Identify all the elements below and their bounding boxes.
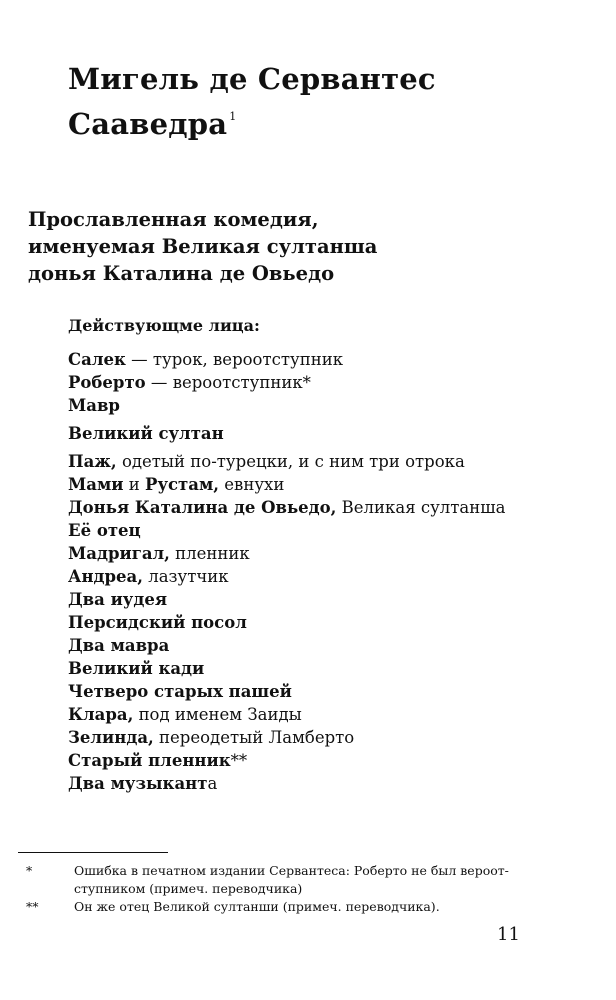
page-number: 11: [497, 924, 520, 945]
cast-item: Андреа, лазутчик: [68, 567, 229, 586]
cast-item: Два мавра: [68, 636, 170, 655]
cast-item: Мами и Рустам, евнухи: [68, 475, 285, 494]
play-title-line-2: именуемая Великая султанша: [28, 235, 378, 258]
author-name: [68, 60, 436, 143]
play-title-line-3: донья Каталина де Овьедо: [28, 262, 335, 285]
cast-item: Великий султан: [68, 424, 224, 443]
footnote-text: Ошибка в печатном издании Сервантеса: Роберто не был вероот- ступником (примеч. переводчика): [74, 863, 509, 896]
cast-item: Два музыканта: [68, 774, 218, 793]
cast-item: Роберто — вероотступник*: [68, 373, 311, 392]
cast-item: Два иудея: [68, 590, 168, 609]
cast-item: Донья Каталина де Овьедо, Великая султанша: [68, 498, 506, 517]
footnote-divider: [18, 852, 168, 853]
footnote-text: Он же отец Великой султанши (примеч. переводчика).: [74, 899, 440, 914]
play-title-line-1: Прославленная комедия,: [28, 208, 319, 231]
cast-list: [68, 348, 598, 795]
cast-item: Паж, одетый по-турецки, и с ним три отрока: [68, 452, 465, 471]
footnote-mark: *: [26, 863, 33, 878]
cast-item: Салек — турок, вероотступник: [68, 350, 344, 369]
cast-item: Клара, под именем Заиды: [68, 705, 302, 724]
cast-item: Мавр: [68, 396, 120, 415]
footnotes: [26, 862, 546, 916]
cast-heading: Действующме лица:: [68, 316, 260, 335]
cast-item: Четверо старых пашей: [68, 682, 292, 701]
author-surname: Сааведра: [68, 107, 228, 141]
cast-item: Старый пленник**: [68, 751, 248, 770]
cast-item: Её отец: [68, 521, 141, 540]
footnote: [26, 898, 546, 916]
author-line-2: [68, 98, 436, 143]
play-title: [28, 206, 377, 287]
author-note-ref: 1: [229, 110, 237, 123]
footnote: [26, 862, 546, 898]
cast-item: Зелинда, переодетый Ламберто: [68, 728, 355, 747]
cast-item: Мадригал, пленник: [68, 544, 250, 563]
author-line-1: Мигель де Сервантес: [68, 62, 436, 96]
footnote-mark: **: [26, 899, 39, 914]
cast-item: Персидский посол: [68, 613, 247, 632]
cast-item: Великий кади: [68, 659, 205, 678]
